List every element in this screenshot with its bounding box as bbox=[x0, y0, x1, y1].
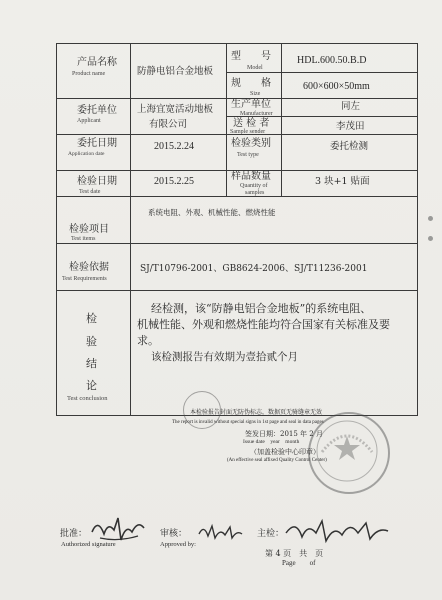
model-label: 型 号 bbox=[231, 51, 271, 62]
approver-signature bbox=[88, 512, 148, 546]
test-requirements-label-en: Test Requirements bbox=[62, 276, 107, 282]
test-items-label: 检验项目 bbox=[69, 224, 109, 235]
invalid-note: 本检验报告封面无防伪标志，数据页无骑缝章无效 bbox=[190, 409, 323, 416]
applicant-label: 委托单位 bbox=[77, 105, 117, 116]
quantity-label-en-2: samples bbox=[245, 190, 265, 196]
sample-sender-value: 李茂田 bbox=[336, 121, 365, 132]
test-type-value: 委托检测 bbox=[330, 141, 369, 152]
test-items-label-en: Test items bbox=[71, 236, 96, 242]
quantity-label-en-1: Quantity of bbox=[240, 183, 268, 189]
product-name-value: 防静电铝合金地板 bbox=[137, 66, 214, 77]
model-label-en: Model bbox=[247, 65, 263, 71]
sample-sender-label-en: Sample sender bbox=[230, 129, 266, 135]
official-seal bbox=[308, 412, 390, 494]
conclusion-line-2: 机械性能、外观和燃烧性能均符合国家有关标准及要 bbox=[137, 318, 390, 331]
manufacturer-label: 生产单位 bbox=[231, 99, 271, 110]
application-date-value: 2015.2.24 bbox=[154, 141, 194, 152]
test-requirements-value: SJ/T10796-2001、GB8624-2006、SJ/T11236-2001 bbox=[140, 264, 368, 274]
conclusion-label-char-4: 论 bbox=[86, 379, 97, 392]
test-date-value: 2015.2.25 bbox=[154, 176, 194, 187]
reviewer-signature bbox=[196, 520, 244, 544]
punch-hole bbox=[428, 216, 433, 221]
applicant-value-1: 上海宜宽活动地板 bbox=[137, 104, 214, 115]
manufacturer-label-en: Manufacturer bbox=[240, 111, 273, 117]
size-label-en: Size bbox=[250, 91, 261, 97]
conclusion-label-char-1: 检 bbox=[86, 312, 97, 325]
size-label: 规 格 bbox=[231, 78, 271, 89]
issue-date-en: Issue date year month bbox=[243, 439, 300, 445]
application-date-label: 委托日期 bbox=[77, 138, 117, 149]
manufacturer-value: 同左 bbox=[341, 101, 361, 112]
issue-date: 签发日期：2015 年 2 月 bbox=[245, 430, 323, 438]
seal-note: （加盖检验中心印章） bbox=[250, 448, 320, 456]
test-date-label: 检验日期 bbox=[77, 176, 117, 187]
conclusion-label-char-3: 结 bbox=[86, 357, 97, 370]
conclusion-line-3: 求。 bbox=[137, 334, 159, 347]
applicant-value-2: 有限公司 bbox=[149, 119, 188, 130]
validity-line: 该检测报告有效期为壹拾贰个月 bbox=[151, 351, 298, 363]
model-value: HDL.600.50.B.D bbox=[297, 55, 367, 66]
conclusion-label-en: Test conclusion bbox=[67, 395, 108, 402]
page-number: 第 4 页 共 页 bbox=[265, 549, 324, 558]
reviewed-by-label-en: Approved by: bbox=[160, 541, 196, 548]
tester-signature bbox=[282, 515, 392, 549]
application-date-label-en: Application date bbox=[68, 151, 105, 157]
small-seal bbox=[183, 391, 221, 429]
product-name-label-en: Product name bbox=[72, 71, 106, 77]
prepared-by-label: 主检： bbox=[257, 529, 285, 539]
applicant-label-en: Applicant bbox=[77, 118, 101, 124]
test-type-label: 检验类别 bbox=[231, 138, 271, 149]
punch-hole bbox=[428, 236, 433, 241]
invalid-note-en: The report is invalid without special signs in 1st page and seal in data pages bbox=[172, 420, 324, 425]
approved-by-label: 批准： bbox=[60, 529, 88, 539]
page-number-en: Page of bbox=[282, 559, 316, 567]
test-date-label-en: Test date bbox=[79, 189, 101, 195]
size-value: 600×600×50mm bbox=[303, 81, 370, 92]
conclusion-label-char-2: 验 bbox=[86, 335, 97, 348]
test-type-label-en: Test type bbox=[237, 152, 259, 158]
product-name-label: 产品名称 bbox=[77, 57, 117, 68]
reviewed-by-label: 审核： bbox=[160, 529, 188, 539]
test-requirements-label: 检验依据 bbox=[69, 262, 109, 273]
quantity-label: 样品数量 bbox=[231, 171, 271, 182]
conclusion-line-1: 经检测，该“防静电铝合金地板”的系统电阻、 bbox=[151, 302, 372, 315]
seal-note-en: (An effective seal affixed Quality Control Center) bbox=[227, 458, 327, 463]
approved-by-label-en: Authorized signature bbox=[61, 541, 116, 548]
sample-sender-label: 送 检 者 bbox=[233, 118, 270, 129]
test-items-value: 系统电阻、外观、机械性能、燃烧性能 bbox=[148, 208, 276, 217]
quantity-value: 3 块+1 贴面 bbox=[315, 176, 370, 187]
